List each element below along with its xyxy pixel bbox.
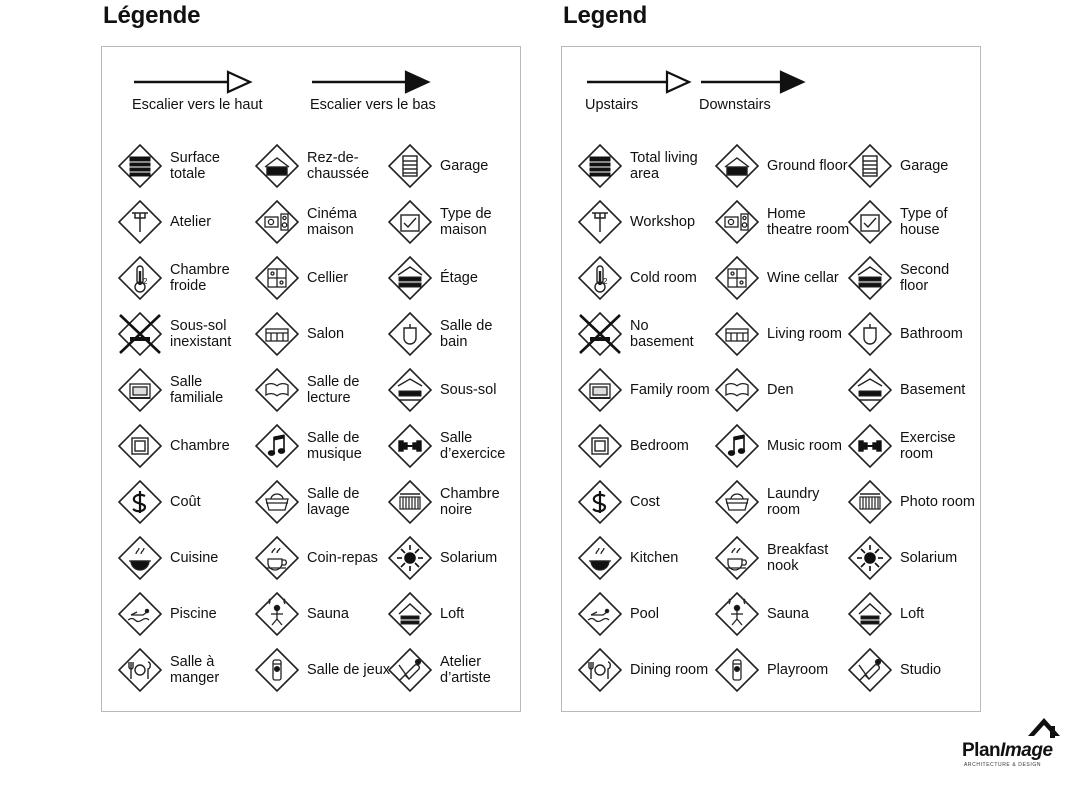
legend-entry — [847, 591, 924, 637]
legend-entry-label: Sous-sol inexistant — [170, 318, 232, 350]
arrow-downstairs-label-fr: Escalier vers le bas — [310, 97, 436, 113]
basement-icon — [847, 367, 893, 413]
arrow-up-stairs-outline-icon — [132, 69, 254, 95]
legend-entry — [387, 423, 520, 469]
legend-entry — [577, 255, 697, 301]
legend-entry-label: Workshop — [630, 214, 696, 230]
arrow-downstairs-en — [699, 69, 807, 113]
legend-entry-label: Salle de bain — [440, 318, 493, 350]
music-room-icon — [254, 423, 300, 469]
solarium-icon — [387, 535, 433, 581]
exercise-room-icon — [387, 423, 433, 469]
page-title-fr: Légende — [103, 2, 201, 29]
legend-entry-label: Chambre froide — [170, 262, 230, 294]
logo-tagline: ARCHITECTURE & DESIGN — [964, 762, 1042, 768]
legend-entry-label: Rez-de-chaussée — [307, 150, 370, 182]
dining-room-icon — [117, 647, 163, 693]
cost-icon — [117, 479, 163, 525]
legend-entry-label: Total living area — [630, 150, 698, 182]
legend-panel-fr — [101, 46, 521, 712]
legend-entry — [254, 423, 393, 469]
family-room-icon — [117, 367, 163, 413]
legend-entry-label: Kitchen — [630, 550, 679, 566]
legend-entry-label: Home theatre room — [767, 206, 850, 238]
legend-entry — [117, 535, 218, 581]
cold-room-icon — [117, 255, 163, 301]
legend-entry-label: Salle d’exercice — [440, 430, 506, 462]
legend-entry-label: Bedroom — [630, 438, 689, 454]
page-title-en: Legend — [563, 2, 648, 29]
legend-entry — [117, 647, 256, 693]
legend-entry — [577, 479, 660, 525]
home-theatre-icon — [254, 199, 300, 245]
arrow-upstairs-label-en: Upstairs — [585, 97, 639, 113]
legend-entry — [714, 479, 853, 525]
garage-icon — [387, 143, 433, 189]
svg-text:2: 2 — [143, 277, 148, 286]
legend-entry-label: Chambre — [170, 438, 230, 454]
arrow-upstairs-en — [585, 69, 693, 113]
legend-entry — [254, 367, 393, 413]
arrow-upstairs-label-fr: Escalier vers le haut — [132, 97, 263, 113]
arrow-up-stairs-outline-icon — [585, 69, 693, 95]
legend-entry-label: Solarium — [900, 550, 958, 566]
legend-entry — [387, 311, 520, 357]
legend-entry-label: Sauna — [767, 606, 809, 622]
legend-entry — [254, 535, 378, 581]
legend-entry — [117, 423, 230, 469]
legend-entry — [387, 591, 464, 637]
wine-cellar-icon — [254, 255, 300, 301]
arrow-downstairs-label-en: Downstairs — [699, 97, 771, 113]
legend-entry — [577, 591, 659, 637]
sauna-icon — [254, 591, 300, 637]
legend-entry-label: Breakfast nook — [767, 542, 829, 574]
legend-entry-label: Laundry room — [767, 486, 820, 518]
legend-entry-label: Coin-repas — [307, 550, 378, 566]
type-of-house-icon — [387, 199, 433, 245]
music-room-icon — [714, 423, 760, 469]
legend-entry-label: Salle familiale — [170, 374, 224, 406]
garage-icon — [847, 143, 893, 189]
pool-icon — [117, 591, 163, 637]
legend-entry-label: Garage — [440, 158, 489, 174]
dining-room-icon — [577, 647, 623, 693]
no-basement-icon — [117, 311, 163, 357]
legend-entry — [387, 647, 520, 693]
total-living-area-icon — [117, 143, 163, 189]
legend-entry-label: Family room — [630, 382, 710, 398]
arrow-downstairs-fr — [310, 69, 436, 113]
legend-entry — [577, 199, 695, 245]
pool-icon — [577, 591, 623, 637]
legend-entry — [577, 423, 689, 469]
legend-entry — [254, 199, 393, 245]
legend-entry-label: Piscine — [170, 606, 217, 622]
legend-entry-label: Basement — [900, 382, 966, 398]
wine-cellar-icon — [714, 255, 760, 301]
legend-entry — [117, 143, 256, 189]
legend-entry-label: Loft — [900, 606, 925, 622]
no-basement-icon — [577, 311, 623, 357]
legend-entry — [254, 311, 344, 357]
legend-entry — [714, 143, 848, 189]
total-living-area-icon — [577, 143, 623, 189]
legend-entry-label: Cold room — [630, 270, 697, 286]
legend-entry — [847, 311, 963, 357]
ground-floor-icon — [714, 143, 760, 189]
bedroom-icon — [577, 423, 623, 469]
legend-entry — [254, 255, 348, 301]
legend-entry-label: Salle de musique — [307, 430, 362, 462]
studio-icon — [387, 647, 433, 693]
legend-entry-label: Étage — [440, 270, 478, 286]
legend-entry-label: Exercise room — [900, 430, 956, 462]
legend-entry-label: Coût — [170, 494, 201, 510]
cold-room-icon — [577, 255, 623, 301]
legend-entry — [117, 367, 256, 413]
legend-entry — [254, 647, 390, 693]
legend-entry-label: Cost — [630, 494, 660, 510]
legend-entry — [254, 143, 393, 189]
legend-entry-label: Second floor — [900, 262, 950, 294]
home-theatre-icon — [714, 199, 760, 245]
family-room-icon — [577, 367, 623, 413]
legend-entry — [714, 535, 853, 581]
bedroom-icon — [117, 423, 163, 469]
legend-entry — [847, 143, 948, 189]
legend-entry — [577, 647, 708, 693]
legend-entry — [577, 367, 710, 413]
legend-entry — [714, 255, 839, 301]
legend-entry-label: Garage — [900, 158, 949, 174]
legend-entry — [387, 367, 496, 413]
arrow-upstairs-fr — [132, 69, 263, 113]
legend-entry-label: Atelier d’artiste — [440, 654, 491, 686]
legend-entry-label: Salle à manger — [170, 654, 220, 686]
legend-entry — [387, 479, 520, 525]
sauna-icon — [714, 591, 760, 637]
svg-text:2: 2 — [603, 277, 608, 286]
workshop-icon — [577, 199, 623, 245]
legend-entry — [847, 255, 980, 301]
legend-entry-label: Living room — [767, 326, 842, 342]
legend-entry — [387, 143, 488, 189]
legend-entry-label: Chambre noire — [440, 486, 500, 518]
legend-entry — [387, 255, 478, 301]
legend-entry — [387, 535, 497, 581]
ground-floor-icon — [254, 143, 300, 189]
playroom-icon — [714, 647, 760, 693]
arrow-legend-en — [562, 61, 980, 139]
studio-icon — [847, 647, 893, 693]
legend-entry-label: Loft — [440, 606, 465, 622]
legend-entry-label: Playroom — [767, 662, 829, 678]
legend-entry-label: Dining room — [630, 662, 709, 678]
legend-entry — [387, 199, 520, 245]
legend-entry-label: Cinéma maison — [307, 206, 357, 238]
legend-entry — [254, 479, 393, 525]
legend-entry-label: Salle de lavage — [307, 486, 360, 518]
legend-entry-label: Surface totale — [170, 150, 220, 182]
workshop-icon — [117, 199, 163, 245]
legend-entry — [714, 311, 842, 357]
legend-entry-label: Salon — [307, 326, 345, 342]
living-room-icon — [254, 311, 300, 357]
legend-entry-label: Wine cellar — [767, 270, 839, 286]
legend-entry-label: Ground floor — [767, 158, 848, 174]
kitchen-icon — [117, 535, 163, 581]
legend-entry-label: Salle de jeux — [307, 662, 391, 678]
legend-entry — [117, 591, 217, 637]
breakfast-nook-icon — [254, 535, 300, 581]
laundry-room-icon — [254, 479, 300, 525]
legend-entry-label: Atelier — [170, 214, 212, 230]
legend-entry-label: Type of house — [900, 206, 948, 238]
legend-entry-label: Solarium — [440, 550, 498, 566]
laundry-room-icon — [714, 479, 760, 525]
legend-entry — [714, 591, 809, 637]
legend-entry-label: Photo room — [900, 494, 975, 510]
legend-entry — [847, 535, 957, 581]
legend-entry-label: Cellier — [307, 270, 349, 286]
photo-room-icon — [847, 479, 893, 525]
legend-entry — [847, 479, 975, 525]
legend-entry-label: Type de maison — [440, 206, 492, 238]
solarium-icon — [847, 535, 893, 581]
type-of-house-icon — [847, 199, 893, 245]
legend-entry — [847, 647, 941, 693]
legend-entry — [117, 479, 201, 525]
legend-panel-en — [561, 46, 981, 712]
arrow-down-stairs-filled-icon — [699, 69, 807, 95]
legend-entry — [714, 647, 828, 693]
legend-entry — [714, 423, 842, 469]
legend-entry-label: Den — [767, 382, 794, 398]
logo-wordmark — [962, 740, 1053, 762]
second-floor-icon — [847, 255, 893, 301]
legend-entry-label: Bathroom — [900, 326, 963, 342]
legend-entry — [254, 591, 349, 637]
legend-entry-label: Sauna — [307, 606, 349, 622]
photo-room-icon — [387, 479, 433, 525]
playroom-icon — [254, 647, 300, 693]
legend-entry-label: Music room — [767, 438, 842, 454]
legend-entry — [714, 199, 853, 245]
legend-entry — [117, 255, 256, 301]
legend-entry — [714, 367, 794, 413]
legend-entry — [577, 143, 716, 189]
den-icon — [254, 367, 300, 413]
legend-entry — [577, 535, 678, 581]
den-icon — [714, 367, 760, 413]
legend-entry-label: Pool — [630, 606, 660, 622]
legend-entry — [847, 199, 980, 245]
bathroom-icon — [387, 311, 433, 357]
arrow-down-stairs-filled-icon — [310, 69, 432, 95]
logo-name-part2: Image — [1000, 740, 1053, 761]
legend-entry-label: No basement — [630, 318, 694, 350]
basement-icon — [387, 367, 433, 413]
planimage-logo — [962, 722, 1070, 776]
breakfast-nook-icon — [714, 535, 760, 581]
arrow-legend-fr — [102, 61, 520, 139]
legend-entry-label: Cuisine — [170, 550, 219, 566]
legend-entry — [577, 311, 716, 357]
legend-entry-label: Sous-sol — [440, 382, 497, 398]
legend-entry — [117, 311, 256, 357]
loft-icon — [387, 591, 433, 637]
bathroom-icon — [847, 311, 893, 357]
second-floor-icon — [387, 255, 433, 301]
cost-icon — [577, 479, 623, 525]
kitchen-icon — [577, 535, 623, 581]
legend-entry — [847, 367, 965, 413]
logo-name-part1: Plan — [962, 740, 1001, 761]
legend-entry — [117, 199, 211, 245]
living-room-icon — [714, 311, 760, 357]
exercise-room-icon — [847, 423, 893, 469]
legend-entry — [847, 423, 980, 469]
loft-icon — [847, 591, 893, 637]
legend-entry-label: Studio — [900, 662, 942, 678]
legend-entry-label: Salle de lecture — [307, 374, 360, 406]
